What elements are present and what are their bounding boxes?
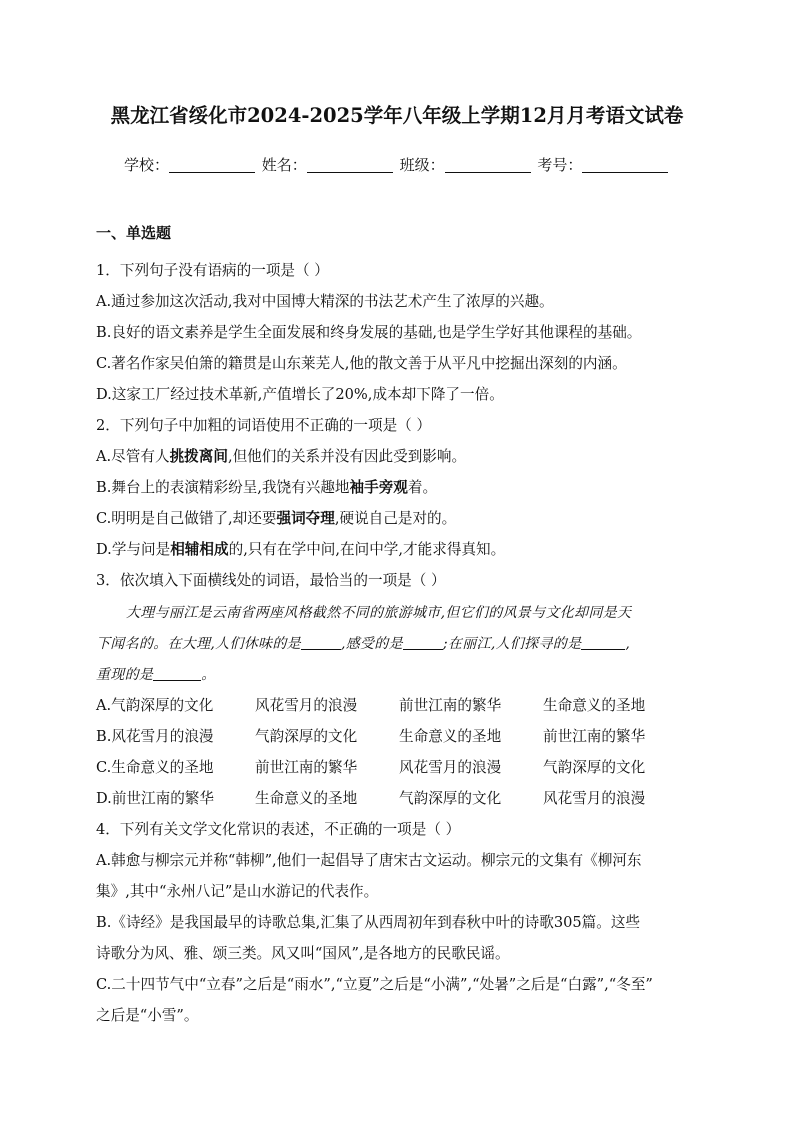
q3-d-col4: 风花雪月的浪漫 bbox=[543, 790, 646, 807]
q3-b-col3: 生命意义的圣地 bbox=[399, 728, 502, 745]
q1-option-d: D.这家工厂经过技术革新,产值增长了20%,成本却下降了一倍。 bbox=[96, 386, 504, 403]
student-info-row bbox=[124, 154, 670, 175]
q3-b-col2: 气韵深厚的文化 bbox=[255, 728, 358, 745]
q3-a-col3: 前世江南的繁华 bbox=[399, 697, 502, 714]
q4-stem: 4．下列有关文学文化常识的表述，不正确的一项是（ ） bbox=[96, 821, 461, 838]
q2-d-pre: D.学与问是 bbox=[96, 541, 171, 558]
q2-c-post: ,硬说自己是对的。 bbox=[334, 510, 457, 527]
section-heading: 一、单选题 bbox=[96, 224, 172, 242]
q3-passage-2a: 下闻名的。在大理,人们休味的是 bbox=[96, 636, 301, 652]
q3-passage-2c: ;在丽江,人们探寻的是 bbox=[442, 636, 582, 652]
q3-blank-2 bbox=[403, 636, 443, 650]
q3-d-col2: 生命意义的圣地 bbox=[255, 790, 358, 807]
q2-option-d bbox=[96, 538, 505, 559]
q1-option-a: A.通过参加这次活动,我对中国博大精深的书法艺术产生了浓厚的兴趣。 bbox=[96, 293, 554, 310]
q3-passage-3a: 重现的是 bbox=[96, 667, 154, 683]
q3-a-col4: 生命意义的圣地 bbox=[543, 697, 646, 714]
q3-b-col4: 前世江南的繁华 bbox=[543, 728, 646, 745]
q4-option-c-line-2: 之后是“小雪”。 bbox=[96, 1007, 199, 1024]
q3-blank-3 bbox=[581, 636, 625, 650]
class-blank[interactable] bbox=[445, 158, 531, 173]
q3-c-col2: 前世江南的繁华 bbox=[255, 759, 358, 776]
q2-d-bold-word: 相辅相成 bbox=[170, 541, 229, 558]
q3-c-col1: C.生命意义的圣地 bbox=[96, 759, 214, 776]
name-blank[interactable] bbox=[307, 158, 393, 173]
q2-b-pre: B.舞台上的表演精彩纷呈,我饶有兴趣地 bbox=[96, 479, 350, 496]
q3-blank-1 bbox=[301, 636, 341, 650]
number-blank[interactable] bbox=[582, 158, 668, 173]
q2-a-post: ,但他们的关系并没有因此受到影响。 bbox=[227, 448, 467, 465]
q2-option-b bbox=[96, 476, 437, 497]
q4-option-a-line-1: A.韩愈与柳宗元并称“韩柳”,他们一起倡导了唐宋古文运动。柳宗元的文集有《柳河东 bbox=[96, 852, 642, 869]
q2-a-bold-word: 挑拨离间 bbox=[169, 448, 228, 465]
q2-a-pre: A.尽管有人 bbox=[96, 448, 170, 465]
q2-c-pre: C.明明是自己做错了,却还要 bbox=[96, 510, 277, 527]
q3-passage-2b: ,感受的是 bbox=[340, 636, 403, 652]
q4-option-a-line-2: 集》,其中“永州八记”是山水游记的代表作。 bbox=[96, 883, 379, 900]
q4-option-b-line-2: 诗歌分为风、雅、颂三类。风又叫“国风”,是各地方的民歌民谣。 bbox=[96, 945, 510, 962]
q3-passage-line-2 bbox=[96, 633, 630, 653]
q1-option-b: B.良好的语文素养是学生全面发展和终身发展的基础,也是学生学好其他课程的基础。 bbox=[96, 324, 642, 341]
q3-a-col2: 风花雪月的浪漫 bbox=[255, 697, 358, 714]
q2-b-bold-word: 袖手旁观 bbox=[349, 479, 408, 496]
q3-stem: 3．依次填入下面横线处的词语，最恰当的一项是（ ） bbox=[96, 572, 446, 589]
q4-option-c-line-1: C.二十四节气中“立春”之后是“雨水”,“立夏”之后是“小满”,“处暑”之后是“白露”,“冬至” bbox=[96, 976, 653, 993]
q2-b-post: 着。 bbox=[407, 479, 438, 496]
q3-passage-line-1: 大理与丽江是云南省两座风格截然不同的旅游城市,但它们的风景与文化却同是天 bbox=[126, 605, 632, 621]
q1-option-c: C.著名作家吴伯箫的籍贯是山东莱芜人,他的散文善于从平凡中挖掘出深刻的内涵。 bbox=[96, 355, 627, 372]
q3-a-col1: A.气韵深厚的文化 bbox=[96, 697, 214, 714]
q2-option-a bbox=[96, 445, 466, 466]
page-title: 黑龙江省绥化市2024-2025学年八年级上学期12月月考语文试卷 bbox=[110, 104, 684, 127]
q2-d-post: 的,只有在学中问,在问中学,才能求得真知。 bbox=[228, 541, 506, 558]
q3-d-col3: 气韵深厚的文化 bbox=[399, 790, 502, 807]
school-blank[interactable] bbox=[169, 158, 255, 173]
q2-option-c bbox=[96, 507, 456, 528]
q2-c-bold-word: 强词夺理 bbox=[276, 510, 335, 527]
q3-blank-4 bbox=[153, 667, 201, 681]
school-label: 学校： bbox=[124, 156, 170, 174]
q2-stem: 2．下列句子中加粗的词语使用不正确的一项是（ ） bbox=[96, 417, 431, 434]
class-label: 班级： bbox=[399, 156, 445, 174]
q1-stem: 1．下列句子没有语病的一项是（ ） bbox=[96, 262, 329, 279]
q3-b-col1: B.风花雪月的浪漫 bbox=[96, 728, 214, 745]
name-label: 姓名： bbox=[261, 156, 307, 174]
q3-passage-line-3 bbox=[96, 664, 216, 684]
q3-c-col3: 风花雪月的浪漫 bbox=[399, 759, 502, 776]
q3-passage-3b: 。 bbox=[201, 667, 216, 683]
q3-d-col1: D.前世江南的繁华 bbox=[96, 790, 214, 807]
q3-passage-2d: , bbox=[625, 636, 631, 652]
q4-option-b-line-1: B.《诗经》是我国最早的诗歌总集,汇集了从西周初年到春秋中叶的诗歌305篇。这些 bbox=[96, 914, 641, 931]
number-label: 考号： bbox=[537, 156, 583, 174]
q3-c-col4: 气韵深厚的文化 bbox=[543, 759, 646, 776]
